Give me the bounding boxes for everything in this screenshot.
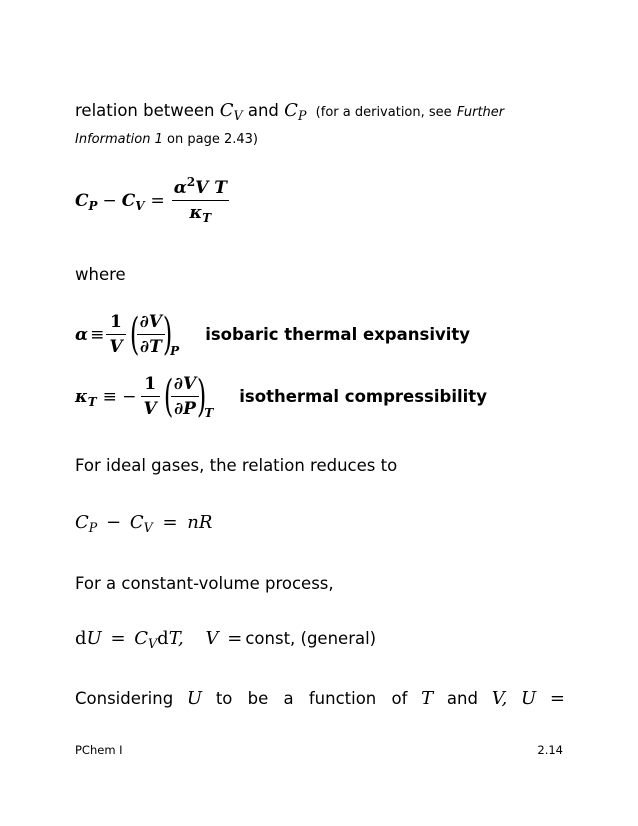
considering-text-1: Considering xyxy=(75,689,174,708)
intro-page-ref: on page 2.43) xyxy=(167,132,258,147)
where-text: where xyxy=(75,265,126,284)
considering-u2: U xyxy=(521,688,537,709)
eq1-minus: − xyxy=(102,190,117,211)
eq1-denominator: $\kappa_T$ xyxy=(172,200,230,223)
footer-page-number: 2.14 xyxy=(537,743,563,757)
equation-cp-cv xyxy=(75,175,230,226)
ideal-gas-text: For ideal gases, the relation reduces to xyxy=(75,456,398,475)
intro-line-2 xyxy=(75,132,258,147)
considering-equals: = xyxy=(549,688,565,709)
eq3-u: U xyxy=(86,628,102,649)
considering-v: V, xyxy=(491,688,508,709)
eq1-lhs-cp: $C_P$ xyxy=(75,190,98,213)
cv-symbol: $C_V$ xyxy=(219,100,243,124)
eq1-equals: = xyxy=(150,190,165,211)
considering-line xyxy=(75,688,565,709)
kappa-paren-close: ) xyxy=(197,370,207,422)
kappa-paren-open: ( xyxy=(163,370,174,422)
eq3-equals-2: = xyxy=(227,628,243,649)
constant-volume-text: For a constant-volume process, xyxy=(75,574,334,593)
eq2-minus: − xyxy=(106,512,122,533)
eq1-lhs-cv: $C_V$ xyxy=(121,190,145,213)
eq3-equals: = xyxy=(110,628,126,649)
eq2-cv: $C_V$ xyxy=(129,512,153,536)
eq3-cv: $C_V$ xyxy=(134,628,158,652)
alpha-label: isobaric thermal expansivity xyxy=(205,325,471,344)
kappa-subscript: T xyxy=(204,405,214,420)
alpha-one-over-v: $\frac{1}{V}$ xyxy=(106,312,125,357)
kappa-symbol: $\kappa_T$ xyxy=(75,386,97,409)
alpha-definition xyxy=(75,308,471,360)
equation-du xyxy=(75,628,377,652)
eq2-equals: = xyxy=(162,512,178,533)
eq3-d1: d xyxy=(75,628,87,649)
considering-text-2: to be a function of xyxy=(215,689,408,708)
footer-left: PChem I xyxy=(75,743,123,757)
kappa-equiv: ≡ − xyxy=(102,386,137,407)
kappa-partial-derivative: $\frac{\partial V}{\partial P}$ xyxy=(171,374,199,419)
equation-ideal-gas xyxy=(75,512,213,536)
intro-text-1: relation between xyxy=(75,101,215,120)
intro-ref: Further xyxy=(456,105,505,120)
alpha-paren-close: ) xyxy=(162,308,173,360)
alpha-paren-open: ( xyxy=(129,308,139,360)
considering-u: U xyxy=(186,688,203,709)
eq3-v: V xyxy=(205,628,219,649)
cp-symbol: $C_P$ xyxy=(284,100,307,124)
intro-ref-cont: Information 1 xyxy=(75,132,163,147)
intro-text-2: and xyxy=(247,101,279,120)
alpha-subscript: P xyxy=(170,343,180,358)
alpha-symbol: α xyxy=(75,324,89,345)
eq2-cp: $C_P$ xyxy=(75,512,98,536)
alpha-equiv: ≡ xyxy=(90,324,105,345)
eq3-t: T, xyxy=(168,628,184,649)
considering-text-3: and xyxy=(446,689,478,708)
intro-text-3: (for a derivation, see xyxy=(315,105,452,120)
eq1-numerator: $\alpha^2V$ T xyxy=(173,175,227,198)
kappa-definition xyxy=(75,370,487,422)
eq3-const: const, (general) xyxy=(245,629,377,648)
kappa-one-over-v: $\frac{1}{V}$ xyxy=(141,374,160,419)
intro-line-1 xyxy=(75,100,505,124)
eq2-rhs: nR xyxy=(187,512,213,533)
eq3-d2: d xyxy=(157,628,169,649)
eq1-fraction xyxy=(171,175,230,226)
considering-t: T xyxy=(421,688,434,709)
alpha-partial-derivative: $\frac{\partial V}{\partial T}$ xyxy=(137,312,165,357)
kappa-label: isothermal compressibility xyxy=(239,387,487,406)
